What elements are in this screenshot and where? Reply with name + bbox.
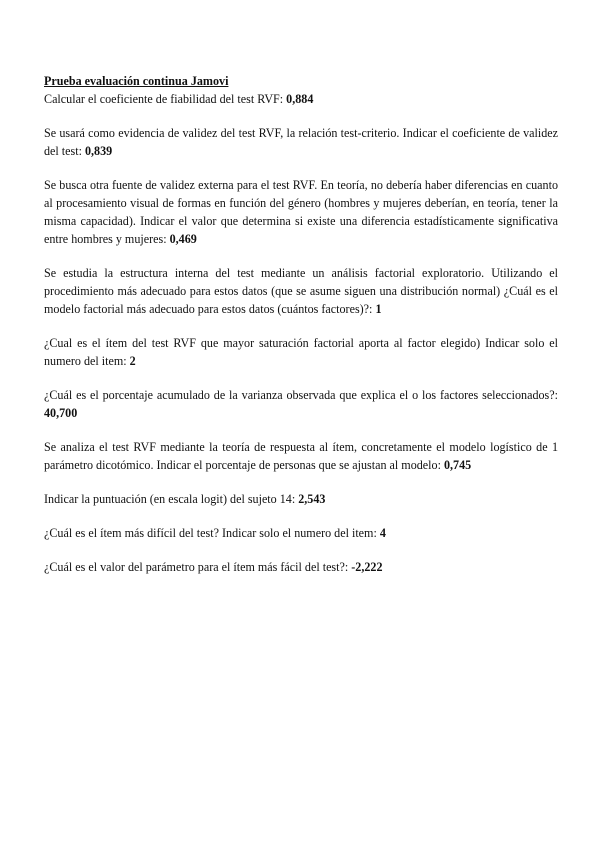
- answer-value: 2,543: [298, 492, 326, 506]
- answer-value: -2,222: [351, 560, 383, 574]
- question-text: Se estudia la estructura interna del test mediante un análisis factorial exploratorio. Utilizando el procedimiento más adecuado para estos datos (que se asume siguen una distribución normal) ¿Cuál es el modelo factorial más adecuado para estos datos (cuántos factores)?:: [44, 266, 558, 316]
- document-title: Prueba evaluación continua Jamovi: [44, 74, 229, 88]
- question-2: [44, 124, 558, 160]
- question-text: ¿Cuál es el ítem más difícil del test? Indicar solo el numero del item:: [44, 526, 380, 540]
- answer-value: 2: [129, 354, 136, 368]
- question-text: Se analiza el test RVF mediante la teoría de respuesta al ítem, concretamente el modelo logístico de 1 parámetro dicotómico. Indicar el porcentaje de personas que se ajustan al modelo:: [44, 440, 558, 472]
- answer-value: 1: [375, 302, 382, 316]
- question-text: ¿Cual es el ítem del test RVF que mayor saturación factorial aporta al factor elegido) Indicar solo el numero del item:: [44, 336, 558, 368]
- question-text: Se busca otra fuente de validez externa para el test RVF. En teoría, no debería haber diferencias en cuanto al procesamiento visual de formas en función del género (hombres y mujeres deberían, en teoría, tener la misma capacidad). Indicar el valor que determina si existe una diferencia estadísticamente significativa entre hombres y mujeres:: [44, 178, 558, 246]
- question-text: Indicar la puntuación (en escala logit) del sujeto 14:: [44, 492, 299, 506]
- answer-value: 4: [379, 526, 386, 540]
- question-10: [44, 558, 558, 576]
- answer-value: 0,884: [286, 92, 314, 106]
- question-1: [44, 90, 558, 108]
- question-3: [44, 176, 558, 248]
- question-9: [44, 524, 558, 542]
- answer-value: 0,745: [443, 458, 472, 472]
- question-7: [44, 438, 558, 474]
- question-text: ¿Cuál es el porcentaje acumulado de la varianza observada que explica el o los factores seleccionados?:: [44, 388, 558, 402]
- answer-value: 0,469: [169, 232, 197, 246]
- answer-value: 0,839: [84, 144, 113, 158]
- question-text: Se usará como evidencia de validez del test RVF, la relación test-criterio. Indicar el coeficiente de validez del test:: [44, 126, 558, 158]
- answer-value: 40,700: [44, 406, 78, 420]
- question-6: [44, 386, 558, 422]
- question-text: ¿Cuál es el valor del parámetro para el ítem más fácil del test?:: [44, 560, 352, 574]
- document-page: [44, 72, 558, 576]
- question-8: [44, 490, 558, 508]
- question-5: [44, 334, 558, 370]
- question-4: [44, 264, 558, 318]
- question-text: Calcular el coeficiente de fiabilidad del test RVF:: [44, 92, 287, 106]
